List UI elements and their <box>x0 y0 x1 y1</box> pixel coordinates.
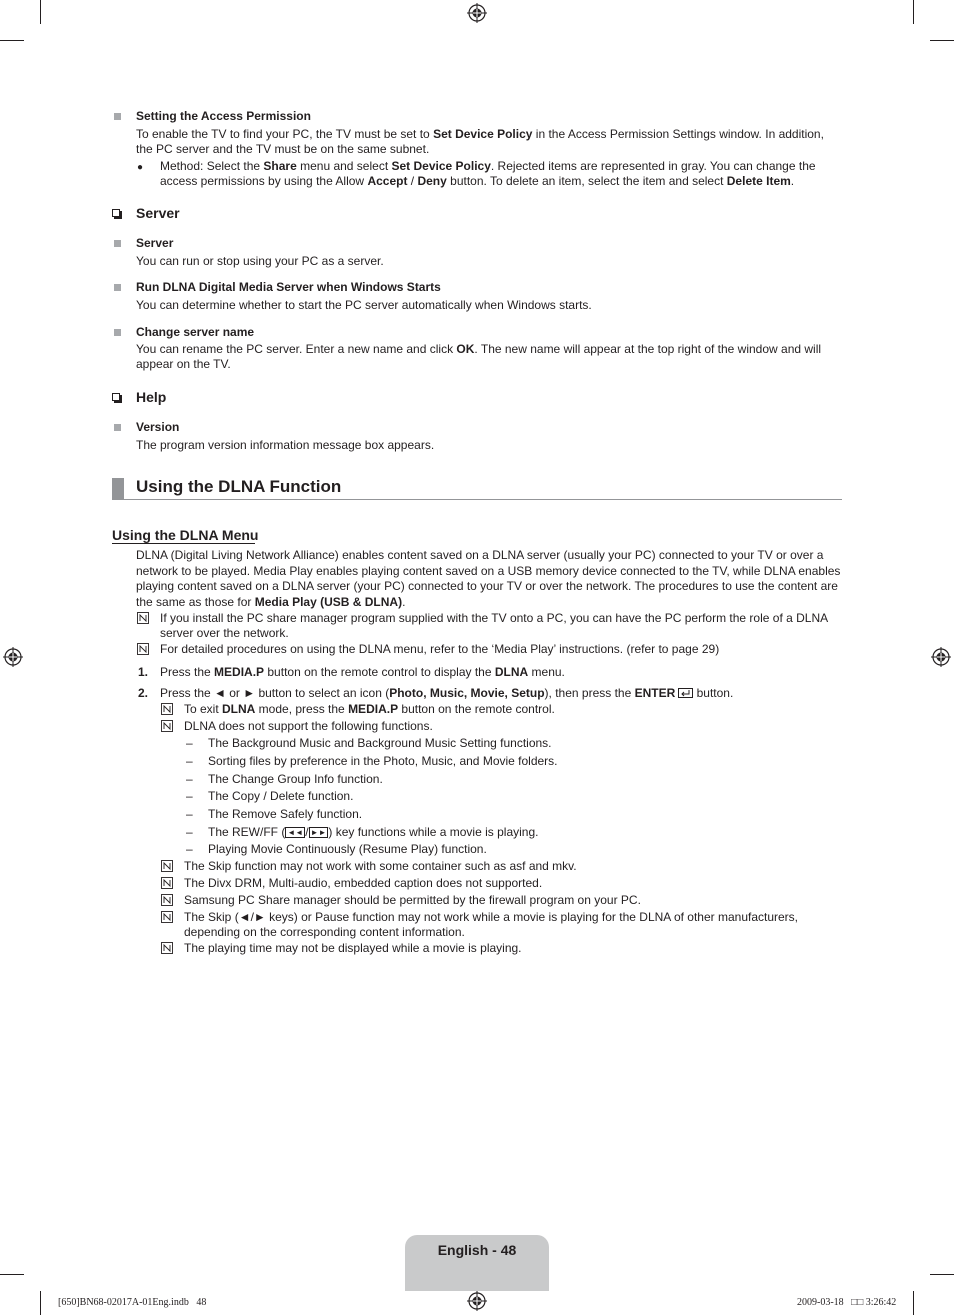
crop-mark <box>0 40 24 41</box>
item-text: You can run or stop using your PC as a server. <box>136 254 384 268</box>
text-run: menu and select <box>296 159 392 173</box>
note-icon <box>137 643 149 655</box>
dash-bullet: – <box>186 789 193 803</box>
section-rule <box>112 499 842 500</box>
note-text: For detailed procedures on using the DLNA menu, refer to the ‘Media Play’ instructions. (refer to page 29) <box>160 642 720 656</box>
text-run: ENTER <box>634 686 676 700</box>
list-item: The Remove Safely function. <box>208 807 363 821</box>
crop-mark <box>913 1291 914 1315</box>
page-number: English - 48 <box>437 1242 517 1258</box>
list-item: The Background Music and Background Music Setting functions. <box>208 736 552 750</box>
text-run: Delete Item <box>726 174 791 188</box>
crop-mark <box>930 1274 954 1275</box>
item-title: Change server name <box>136 325 255 339</box>
footer-file-info: [650]BN68-02017A-01Eng.indb 48 <box>58 1297 207 1308</box>
item-text <box>136 342 841 372</box>
dash-bullet: – <box>186 736 193 750</box>
step-text <box>160 686 842 701</box>
text-run: Media Play (USB & DLNA) <box>254 594 403 609</box>
item-text <box>136 127 841 157</box>
text-run: button. To delete an item, select the item and select <box>446 174 727 188</box>
item-title: Version <box>136 420 180 434</box>
text-run: / <box>407 174 418 188</box>
text-run: You can rename the PC server. Enter a new name and click <box>136 342 457 356</box>
rew-key-icon: ◄◄ <box>287 828 304 837</box>
text-run: DLNA <box>494 665 529 679</box>
text-run: Method: Select the <box>160 159 264 173</box>
registration-mark-icon <box>931 647 951 667</box>
text-run: Photo, Music, Movie, Setup <box>389 686 545 700</box>
text-run: mode, press the <box>255 702 349 716</box>
text-run: The REW/FF ( <box>208 825 286 839</box>
text-run: Accept <box>367 174 408 188</box>
crop-mark <box>0 1274 24 1275</box>
dash-bullet: – <box>186 754 193 768</box>
text-run: Press the <box>160 665 215 679</box>
text-run: button on the remote control. <box>398 702 555 716</box>
note-icon <box>161 942 173 954</box>
ff-key-icon: ►► <box>310 828 327 837</box>
enter-key-icon <box>678 688 693 698</box>
item-title: Run DLNA Digital Media Server when Windows Starts <box>136 280 441 294</box>
crop-mark <box>40 0 41 24</box>
note-text: The Divx DRM, Multi-audio, embedded caption does not supported. <box>184 876 543 890</box>
text-run: DLNA <box>222 702 256 716</box>
note-icon <box>161 720 173 732</box>
text-run: ) key functions while a movie is playing. <box>328 825 539 839</box>
note-text <box>184 702 842 717</box>
section-heading: Help <box>136 389 167 405</box>
intro-text <box>136 548 841 610</box>
subsection-underline <box>112 543 255 544</box>
text-run: menu. <box>528 665 565 679</box>
page-number-tab <box>405 1235 549 1291</box>
item-text: The program version information message box appears. <box>136 438 435 452</box>
text-run: Deny <box>417 174 447 188</box>
note-text: The Skip function may not work with some container such as asf and mkv. <box>184 859 577 873</box>
item-title: Server <box>136 236 174 250</box>
text-run: Share <box>263 159 297 173</box>
section-title: Using the DLNA Function <box>136 477 342 496</box>
text-run: Set Device Policy <box>391 159 491 173</box>
text-run: To exit <box>184 702 223 716</box>
dash-bullet: – <box>186 842 193 856</box>
square-bullet-icon <box>114 240 121 247</box>
note-icon <box>161 911 173 923</box>
square-bullet-icon <box>114 424 121 431</box>
list-item <box>208 825 538 840</box>
section-heading: Server <box>136 205 180 221</box>
text-run: . <box>402 594 406 609</box>
note-text: Samsung PC Share manager should be permitted by the firewall program on your PC. <box>184 893 641 907</box>
registration-mark-icon <box>3 647 23 667</box>
crop-mark <box>930 40 954 41</box>
note-icon <box>161 894 173 906</box>
text-run: To enable the TV to find your PC, the TV must be set to <box>136 127 434 141</box>
checkbox-bullet-icon <box>112 209 120 217</box>
text-run: MEDIA.P <box>214 665 265 679</box>
text-run: . The new name will appear at the top right of the window and will appear on the TV. <box>136 342 822 371</box>
dash-bullet: – <box>186 807 193 821</box>
step-number: 2. <box>138 686 149 700</box>
text-run: OK <box>456 342 475 356</box>
item-title: Setting the Access Permission <box>136 109 311 123</box>
note-text: The Skip (◄/► keys) or Pause function may not work while a movie is playing for the DLNA of other manufacturers, depending on the corresponding content information. <box>184 910 799 939</box>
note-text: DLNA does not support the following functions. <box>184 719 433 733</box>
crop-mark <box>40 1291 41 1315</box>
step-text <box>160 665 842 680</box>
note-text: If you install the PC share manager program supplied with the TV onto a PC, you can have the PC perform the role of a DLNA server over the network. <box>160 611 828 640</box>
dash-bullet: – <box>186 825 193 839</box>
item-text: You can determine whether to start the PC server automatically when Windows starts. <box>136 298 592 312</box>
step-number: 1. <box>138 665 149 679</box>
list-item: The Copy / Delete function. <box>208 789 354 803</box>
text-run: in the Access Permission Settings window. In addition, the PC server and the TV must be on the same subnet. <box>136 127 824 156</box>
text-run: button. <box>693 686 734 700</box>
section-bar-icon <box>112 478 124 499</box>
list-item: Sorting files by preference in the Photo, Music, and Movie folders. <box>208 754 558 768</box>
bullet-icon: ● <box>137 162 144 173</box>
bullet-text <box>160 159 840 189</box>
registration-mark-icon <box>467 1291 487 1311</box>
text-run: MEDIA.P <box>348 702 399 716</box>
square-bullet-icon <box>114 113 121 120</box>
note-text: The playing time may not be displayed while a movie is playing. <box>184 941 522 955</box>
registration-mark-icon <box>467 3 487 23</box>
text-run: / <box>305 825 309 839</box>
checkbox-bullet-icon <box>112 393 120 401</box>
text-run: ), then press the <box>544 686 635 700</box>
subsection-title: Using the DLNA Menu <box>112 527 259 543</box>
note-icon <box>161 877 173 889</box>
square-bullet-icon <box>114 329 121 336</box>
text-run: Press the ◄ or ► button to select an icon ( <box>160 686 390 700</box>
note-icon <box>137 612 149 624</box>
dash-bullet: – <box>186 772 193 786</box>
note-icon <box>161 703 173 715</box>
list-item: Playing Movie Continuously (Resume Play) function. <box>208 842 487 856</box>
crop-mark <box>913 0 914 24</box>
text-run: DLNA (Digital Living Network Alliance) enables content saved on a DLNA server (usually your PC) connected to your TV or over a network to be played. Media Play enables playing content saved on a USB memory device connected to the TV, while DLNA enables playing content saved on a DLNA server (your PC) connected to your TV or over the network. The procedures to use the content are the same as those for <box>136 548 841 609</box>
text-run: . <box>790 174 795 188</box>
text-run: . Rejected items are represented in gray. You can change the access permissions by using the Allow <box>160 159 816 188</box>
square-bullet-icon <box>114 284 121 291</box>
footer-date: 2009-03-18 □□ 3:26:42 <box>797 1297 897 1308</box>
text-run: button on the remote control to display the <box>264 665 495 679</box>
note-icon <box>161 860 173 872</box>
list-item: The Change Group Info function. <box>208 772 383 786</box>
text-run: Set Device Policy <box>433 127 533 141</box>
